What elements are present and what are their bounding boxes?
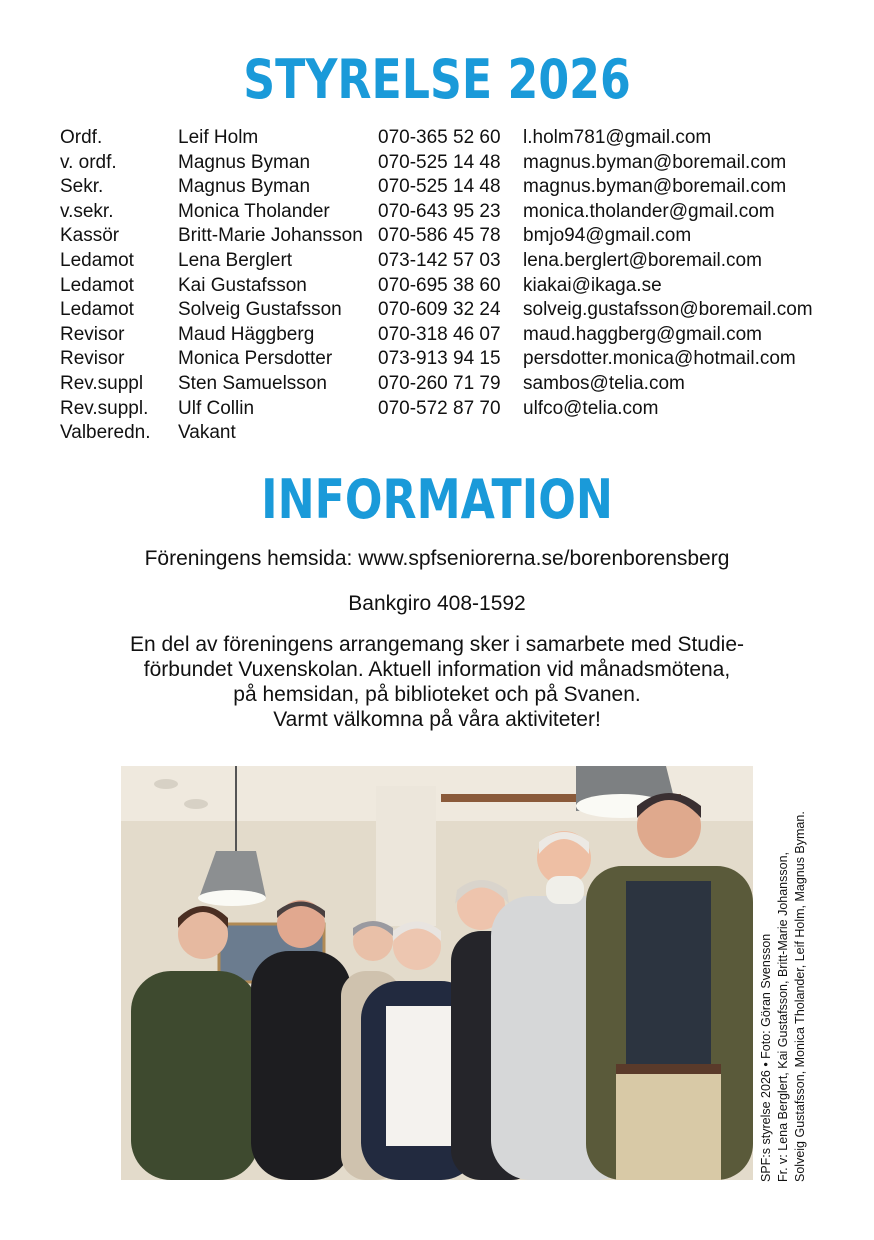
member-phone: 070-525 14 48 — [378, 151, 501, 173]
member-role: Sekr. — [60, 176, 104, 198]
member-email: kiakai@ikaga.se — [523, 274, 662, 296]
member-name: Britt-Marie Johansson — [178, 225, 363, 247]
caption-line: Fr. v: Lena Berglert, Kai Gustafsson, Britt-Marie Johansson, — [776, 851, 790, 1182]
board-member-list — [60, 126, 840, 446]
board-member-row — [60, 249, 840, 274]
member-role: v.sekr. — [60, 200, 114, 222]
member-role: Revisor — [60, 348, 125, 370]
member-role: Ledamot — [60, 249, 134, 271]
board-member-row — [60, 298, 840, 323]
member-phone: 073-142 57 03 — [378, 249, 501, 271]
caption-line: Solveig Gustafsson, Monica Tholander, Leif Holm, Magnus Byman. — [793, 811, 807, 1182]
member-name: Ulf Collin — [178, 397, 255, 419]
info-paragraph — [0, 632, 874, 732]
member-name: Maud Häggberg — [178, 323, 315, 345]
member-phone: 070-586 45 78 — [378, 225, 501, 247]
website-line: Föreningens hemsida: www.spfseniorerna.se/borenborensberg — [144, 547, 730, 570]
member-name: Lena Berglert — [178, 249, 293, 271]
group-photo-illustration — [121, 766, 753, 1180]
member-role: Rev.suppl. — [60, 397, 149, 419]
board-member-row — [60, 372, 840, 397]
member-role: Kassör — [60, 225, 120, 247]
member-phone: 070-260 71 79 — [378, 372, 501, 394]
board-member-row — [60, 224, 840, 249]
information-title: INFORMATION — [261, 468, 613, 531]
member-name: Kai Gustafsson — [178, 274, 307, 296]
board-member-row — [60, 397, 840, 422]
member-email: magnus.byman@boremail.com — [523, 151, 787, 173]
board-member-row — [60, 175, 840, 200]
member-email: ulfco@telia.com — [523, 397, 659, 419]
member-email: monica.tholander@gmail.com — [523, 200, 775, 222]
member-email: l.holm781@gmail.com — [523, 127, 712, 148]
member-name: Leif Holm — [178, 127, 259, 148]
info-paragraph-line: förbundet Vuxenskolan. Aktuell information vid månadsmötena, — [143, 658, 731, 681]
member-email: sambos@telia.com — [523, 372, 685, 394]
member-phone: 070-318 46 07 — [378, 323, 501, 345]
member-name: Monica Tholander — [178, 200, 330, 222]
member-email: solveig.gustafsson@boremail.com — [523, 299, 813, 321]
member-role: Ledamot — [60, 274, 134, 296]
member-phone: 070-525 14 48 — [378, 176, 501, 198]
info-paragraph-line: på hemsidan, på biblioteket och på Svanen. — [233, 683, 641, 706]
caption-line: SPF:s styrelse 2026 • Foto: Göran Svensson — [759, 933, 773, 1182]
board-member-row — [60, 323, 840, 348]
member-phone: 070-365 52 60 — [378, 127, 501, 148]
member-email: maud.haggberg@gmail.com — [523, 323, 762, 345]
member-email: bmjo94@gmail.com — [523, 225, 692, 247]
member-phone: 070-695 38 60 — [378, 274, 501, 296]
member-role: v. ordf. — [60, 151, 117, 173]
info-paragraph-line: En del av föreningens arrangemang sker i samarbete med Studie- — [129, 633, 744, 656]
board-member-row — [60, 347, 840, 372]
member-phone: 070-572 87 70 — [378, 397, 501, 419]
member-name: Sten Samuelsson — [178, 372, 327, 394]
member-role: Ordf. — [60, 127, 103, 148]
member-name: Magnus Byman — [178, 176, 311, 198]
member-phone: 070-643 95 23 — [378, 200, 501, 222]
member-role: Ledamot — [60, 299, 134, 321]
member-role: Valberedn. — [60, 422, 151, 444]
member-phone: 070-609 32 24 — [378, 299, 501, 321]
member-email: persdotter.monica@hotmail.com — [523, 348, 796, 370]
member-name: Solveig Gustafsson — [178, 299, 342, 321]
group-photo — [121, 766, 753, 1180]
board-member-row — [60, 200, 840, 225]
board-member-row — [60, 274, 840, 299]
board-title: STYRELSE 2026 — [243, 48, 631, 111]
member-role: Rev.suppl — [60, 372, 144, 394]
member-name: Monica Persdotter — [178, 348, 333, 370]
board-member-row — [60, 421, 840, 446]
member-email: magnus.byman@boremail.com — [523, 176, 787, 198]
member-role: Revisor — [60, 323, 125, 345]
board-member-row — [60, 151, 840, 176]
member-name: Magnus Byman — [178, 151, 311, 173]
member-phone: 073-913 94 15 — [378, 348, 501, 370]
info-paragraph-line: Varmt välkomna på våra aktiviteter! — [273, 708, 601, 731]
bankgiro-line: Bankgiro 408-1592 — [348, 592, 526, 615]
board-member-row — [60, 126, 840, 151]
member-name: Vakant — [178, 422, 236, 444]
member-email: lena.berglert@boremail.com — [523, 249, 762, 271]
photo-caption — [758, 742, 818, 1182]
